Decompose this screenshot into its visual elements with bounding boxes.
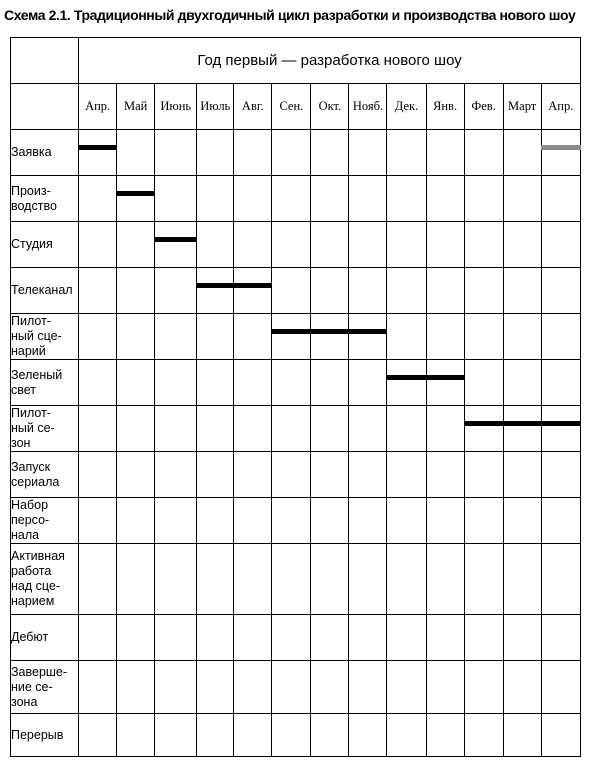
schedule-cell xyxy=(311,130,349,176)
schedule-cell xyxy=(79,661,117,714)
schedule-cell xyxy=(155,314,197,360)
schedule-cell xyxy=(387,130,426,176)
schedule-cell xyxy=(155,406,197,452)
schedule-cell xyxy=(197,544,234,615)
schedule-cell xyxy=(387,661,426,714)
schedule-cell xyxy=(464,661,503,714)
schedule-cell xyxy=(155,268,197,314)
schedule-cell xyxy=(311,314,349,360)
schedule-cell xyxy=(387,406,426,452)
schedule-cell xyxy=(234,661,272,714)
schedule-cell xyxy=(503,406,541,452)
schedule-cell xyxy=(197,222,234,268)
schedule-cell xyxy=(503,714,541,757)
schedule-cell xyxy=(503,130,541,176)
schedule-cell xyxy=(272,360,311,406)
schedule-cell xyxy=(426,314,464,360)
schedule-cell xyxy=(311,406,349,452)
schedule-cell xyxy=(117,452,155,498)
schedule-cell xyxy=(234,452,272,498)
row-label-line: водство xyxy=(11,198,57,213)
schedule-cell xyxy=(117,498,155,544)
schedule-cell xyxy=(464,222,503,268)
schedule-cell xyxy=(349,452,387,498)
schedule-cell xyxy=(234,222,272,268)
schedule-cell xyxy=(464,406,503,452)
schedule-cell xyxy=(387,222,426,268)
schedule-cell xyxy=(272,452,311,498)
month-header: Май xyxy=(117,84,155,130)
schedule-cell xyxy=(503,544,541,615)
schedule-cell xyxy=(311,222,349,268)
schedule-cell xyxy=(79,314,117,360)
month-header: Фев. xyxy=(464,84,503,130)
schedule-cell xyxy=(197,615,234,661)
month-header: Дек. xyxy=(387,84,426,130)
schedule-cell xyxy=(349,268,387,314)
schedule-cell xyxy=(155,544,197,615)
row-label xyxy=(11,661,79,714)
timeline-bar xyxy=(272,329,387,334)
schedule-cell xyxy=(197,268,234,314)
schedule-cell xyxy=(426,615,464,661)
schedule-cell xyxy=(311,268,349,314)
schedule-cell xyxy=(387,268,426,314)
month-header: Янв. xyxy=(426,84,464,130)
row-label-line: сериала xyxy=(11,474,60,489)
schedule-cell xyxy=(464,714,503,757)
row-label xyxy=(11,714,79,757)
schedule-cell xyxy=(464,314,503,360)
table-row xyxy=(11,615,581,661)
schedule-cell xyxy=(464,498,503,544)
schedule-cell xyxy=(234,176,272,222)
schedule-cell xyxy=(79,544,117,615)
schedule-cell xyxy=(387,314,426,360)
timeline-bar xyxy=(541,145,580,150)
schedule-cell xyxy=(197,714,234,757)
schedule-cell xyxy=(464,615,503,661)
schedule-cell xyxy=(155,452,197,498)
schedule-cell xyxy=(234,615,272,661)
table-row xyxy=(11,498,581,544)
schedule-cell xyxy=(272,176,311,222)
schedule-cell xyxy=(155,222,197,268)
timeline-bar xyxy=(79,145,117,150)
schedule-cell xyxy=(272,222,311,268)
table-row xyxy=(11,406,581,452)
schedule-cell xyxy=(387,452,426,498)
schedule-cell xyxy=(272,268,311,314)
table-row xyxy=(11,714,581,757)
corner-cell xyxy=(11,38,79,84)
row-label-line: Произ- xyxy=(11,183,51,198)
row-label xyxy=(11,615,79,661)
schedule-cell xyxy=(117,314,155,360)
schedule-cell xyxy=(272,498,311,544)
row-label-line: Пилот- xyxy=(11,406,51,420)
schedule-cell xyxy=(541,268,580,314)
schedule-cell xyxy=(349,498,387,544)
schedule-cell xyxy=(155,615,197,661)
month-label-corner xyxy=(11,84,79,130)
row-label-line: Телеканал xyxy=(11,283,73,297)
row-label-line: ный сце- xyxy=(11,329,62,343)
schedule-cell xyxy=(387,176,426,222)
timeline-bar xyxy=(155,237,197,242)
schedule-cell xyxy=(234,714,272,757)
row-label xyxy=(11,314,79,360)
schedule-cell xyxy=(234,498,272,544)
month-header: Июнь xyxy=(155,84,197,130)
timeline-bar xyxy=(464,421,580,426)
schedule-cell xyxy=(79,714,117,757)
schedule-cell xyxy=(503,615,541,661)
schedule-cell xyxy=(426,268,464,314)
row-label xyxy=(11,130,79,176)
row-label xyxy=(11,268,79,314)
schedule-cell xyxy=(272,544,311,615)
schedule-cell xyxy=(541,714,580,757)
schedule-cell xyxy=(117,615,155,661)
schedule-cell xyxy=(503,498,541,544)
table-row xyxy=(11,360,581,406)
schedule-cell xyxy=(426,222,464,268)
schedule-cell xyxy=(464,176,503,222)
table-row xyxy=(11,452,581,498)
schedule-cell xyxy=(197,661,234,714)
schedule-cell xyxy=(349,314,387,360)
schedule-cell xyxy=(464,360,503,406)
schedule-cell xyxy=(387,714,426,757)
row-label-line: нарий xyxy=(11,344,46,358)
schedule-cell xyxy=(234,406,272,452)
schedule-cell xyxy=(503,661,541,714)
schedule-cell xyxy=(79,360,117,406)
schedule-cell xyxy=(79,406,117,452)
schedule-cell xyxy=(197,176,234,222)
schedule-cell xyxy=(311,360,349,406)
schedule-cell xyxy=(79,222,117,268)
schedule-cell xyxy=(197,314,234,360)
schedule-cell xyxy=(117,130,155,176)
schedule-cell xyxy=(117,714,155,757)
schedule-cell xyxy=(311,452,349,498)
row-label-line: Набор xyxy=(11,498,49,512)
schedule-cell xyxy=(79,176,117,222)
schedule-cell xyxy=(272,406,311,452)
row-label xyxy=(11,452,79,498)
row-label-line: Дебют xyxy=(11,630,49,644)
row-label-line: ный се- xyxy=(11,421,55,435)
row-label-line: Запуск xyxy=(11,459,51,474)
schedule-cell xyxy=(503,452,541,498)
timeline-bar xyxy=(117,191,155,196)
row-label xyxy=(11,498,79,544)
schedule-cell xyxy=(234,314,272,360)
table-row xyxy=(11,544,581,615)
schedule-cell xyxy=(426,714,464,757)
table-row xyxy=(11,222,581,268)
schedule-cell xyxy=(79,615,117,661)
month-header: Июль xyxy=(197,84,234,130)
schedule-cell xyxy=(387,360,426,406)
schedule-cell xyxy=(541,544,580,615)
schedule-cell xyxy=(79,498,117,544)
schedule-cell xyxy=(349,714,387,757)
schedule-cell xyxy=(426,452,464,498)
row-label xyxy=(11,406,79,452)
schedule-cell xyxy=(349,130,387,176)
month-header: Авг. xyxy=(234,84,272,130)
table-row xyxy=(11,268,581,314)
schedule-cell xyxy=(155,360,197,406)
row-label-line: зон xyxy=(11,436,31,450)
row-label-line: Заверше- xyxy=(11,664,68,679)
schedule-cell xyxy=(155,130,197,176)
schedule-cell xyxy=(503,314,541,360)
schedule-cell xyxy=(155,498,197,544)
schedule-cell xyxy=(197,406,234,452)
schedule-cell xyxy=(464,544,503,615)
row-label xyxy=(11,222,79,268)
table-row xyxy=(11,661,581,714)
row-label-line: зона xyxy=(11,694,38,709)
schedule-cell xyxy=(503,222,541,268)
row-label-line: нала xyxy=(11,528,40,542)
schedule-cell xyxy=(311,615,349,661)
figure-caption: Схема 2.1. Традиционный двухгодичный цикл разработки и производства нового шоу xyxy=(4,7,576,23)
month-header: Сен. xyxy=(272,84,311,130)
schedule-cell xyxy=(197,498,234,544)
schedule-cell xyxy=(349,544,387,615)
schedule-cell xyxy=(541,314,580,360)
row-label xyxy=(11,360,79,406)
schedule-cell xyxy=(117,222,155,268)
schedule-cell xyxy=(272,615,311,661)
month-header: Апр. xyxy=(79,84,117,130)
schedule-cell xyxy=(311,176,349,222)
table-row xyxy=(11,130,581,176)
row-label-line: работа xyxy=(11,564,52,578)
schedule-cell xyxy=(117,406,155,452)
schedule-cell xyxy=(272,714,311,757)
schedule-cell xyxy=(197,130,234,176)
schedule-cell xyxy=(311,498,349,544)
table-row xyxy=(11,176,581,222)
schedule-cell xyxy=(117,360,155,406)
schedule-cell xyxy=(387,544,426,615)
schedule-cell xyxy=(503,360,541,406)
schedule-cell xyxy=(541,498,580,544)
schedule-cell xyxy=(117,544,155,615)
schedule-cell xyxy=(426,498,464,544)
timeline-bar xyxy=(197,283,272,288)
row-label-line: Активная xyxy=(11,549,65,563)
row-label xyxy=(11,176,79,222)
schedule-cell xyxy=(426,176,464,222)
schedule-cell xyxy=(197,452,234,498)
row-label-line: Перерыв xyxy=(11,727,64,742)
schedule-cell xyxy=(155,176,197,222)
year-header-row xyxy=(11,38,581,84)
schedule-cell xyxy=(349,661,387,714)
row-label-line: персо- xyxy=(11,513,50,527)
month-header: Нояб. xyxy=(349,84,387,130)
schedule-cell xyxy=(426,406,464,452)
schedule-cell xyxy=(311,714,349,757)
table-body xyxy=(11,130,581,757)
row-label-line: нарием xyxy=(11,594,55,608)
schedule-cell xyxy=(426,130,464,176)
schedule-cell xyxy=(464,452,503,498)
row-label-line: Зеленый xyxy=(11,367,63,382)
schedule-cell xyxy=(541,130,580,176)
row-label-line: свет xyxy=(11,382,37,397)
table-row xyxy=(11,314,581,360)
schedule-cell xyxy=(349,176,387,222)
schedule-cell xyxy=(155,661,197,714)
row-label-line: Заявка xyxy=(11,145,52,159)
schedule-cell xyxy=(541,222,580,268)
row-label-line: Пилот- xyxy=(11,314,51,328)
schedule-cell xyxy=(79,268,117,314)
schedule-cell xyxy=(464,130,503,176)
row-label xyxy=(11,544,79,615)
schedule-cell xyxy=(541,661,580,714)
year-header: Год первый — разработка нового шоу xyxy=(79,38,581,84)
schedule-cell xyxy=(387,615,426,661)
schedule-cell xyxy=(272,661,311,714)
month-header-row xyxy=(11,84,581,130)
schedule-cell xyxy=(349,360,387,406)
month-header: Окт. xyxy=(311,84,349,130)
table-head xyxy=(11,38,581,130)
schedule-cell xyxy=(272,130,311,176)
schedule-cell xyxy=(426,544,464,615)
schedule-cell xyxy=(426,661,464,714)
schedule-cell xyxy=(349,615,387,661)
schedule-cell xyxy=(503,268,541,314)
schedule-cell xyxy=(541,360,580,406)
schedule-cell xyxy=(272,314,311,360)
schedule-cell xyxy=(349,406,387,452)
schedule-cell xyxy=(503,176,541,222)
month-header: Март xyxy=(503,84,541,130)
timeline-bar xyxy=(387,375,464,380)
schedule-cell xyxy=(155,714,197,757)
schedule-cell xyxy=(311,661,349,714)
schedule-cell xyxy=(197,360,234,406)
schedule-cell xyxy=(117,661,155,714)
schedule-cell xyxy=(79,452,117,498)
schedule-cell xyxy=(541,615,580,661)
schedule-cell xyxy=(79,130,117,176)
schedule-cell xyxy=(117,268,155,314)
schedule-cell xyxy=(234,544,272,615)
schedule-cell xyxy=(387,498,426,544)
schedule-cell xyxy=(349,222,387,268)
schedule-cell xyxy=(541,176,580,222)
schedule-cell xyxy=(311,544,349,615)
schedule-cell xyxy=(541,406,580,452)
schedule-cell xyxy=(234,268,272,314)
schedule-cell xyxy=(464,268,503,314)
schedule-cell xyxy=(426,360,464,406)
row-label-line: Студия xyxy=(11,237,53,251)
schedule-cell xyxy=(234,360,272,406)
schedule-cell xyxy=(234,130,272,176)
month-header: Апр. xyxy=(541,84,580,130)
row-label-line: ние се- xyxy=(11,679,53,694)
schedule-cell xyxy=(541,452,580,498)
schedule-cell xyxy=(117,176,155,222)
row-label-line: над сце- xyxy=(11,579,61,593)
